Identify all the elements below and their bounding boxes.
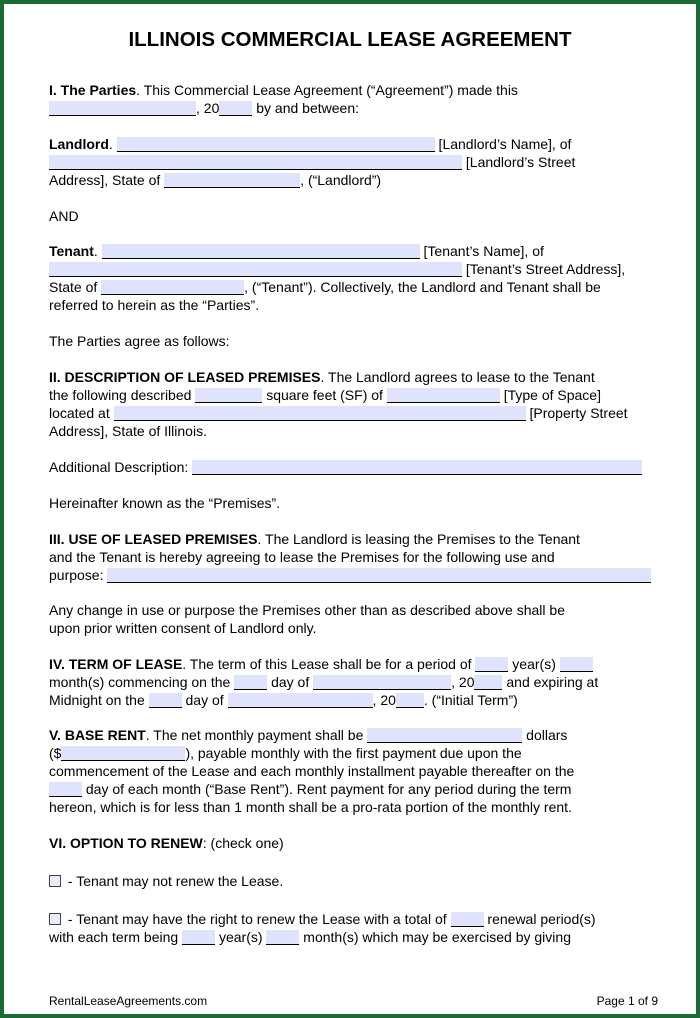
tenant-name-field[interactable]: [102, 244, 420, 259]
rent-due-day-field[interactable]: [49, 782, 82, 797]
space-type-field[interactable]: [387, 388, 500, 403]
footer-page-number: Page 1 of 9: [596, 994, 658, 1008]
agreement-day-field[interactable]: [49, 101, 196, 116]
renewal-periods-field[interactable]: [451, 912, 484, 927]
start-day-field[interactable]: [234, 675, 267, 690]
parties-heading: I. The Parties: [49, 82, 137, 98]
use-change-line-2: upon prior written consent of Landlord only.: [49, 620, 317, 636]
end-day-field[interactable]: [149, 693, 182, 708]
landlord-line-1: Landlord. [Landlord’s Name], of: [49, 136, 572, 152]
and-text: AND: [49, 208, 79, 224]
rent-line-2: ($ ), payable monthly with the first payment due upon the: [49, 745, 522, 761]
renew-line-1: VI. OPTION TO RENEW: (check one): [49, 835, 284, 851]
renew-option-yes-line-2: with each term being year(s) month(s) which may be exercised by giving: [49, 929, 571, 945]
landlord-line-2: [Landlord’s Street: [49, 154, 575, 171]
landlord-line-3: Address], State of , (“Landlord”): [49, 172, 382, 188]
renew-option-yes: - Tenant may have the right to renew the Lease with a total of renewal period(s): [49, 911, 596, 928]
referred-text: referred to herein as the “Parties”.: [49, 297, 260, 313]
premises-heading: II. DESCRIPTION OF LEASED PREMISES: [49, 369, 321, 385]
start-month-field[interactable]: [313, 675, 451, 690]
parties-line-2: , 20 by and between:: [49, 100, 359, 117]
tenant-street-field[interactable]: [49, 262, 462, 277]
landlord-name-field[interactable]: [117, 137, 435, 152]
premises-line-3: located at [Property Street: [49, 405, 628, 421]
term-line-2: month(s) commencing on the day of , 20 and expiring at: [49, 674, 599, 690]
parties-line-1: I. The Parties. This Commercial Lease Agreement (“Agreement”) made this: [49, 82, 518, 98]
footer-site: RentalLeaseAgreements.com: [49, 994, 208, 1008]
use-heading: III. USE OF LEASED PREMISES: [49, 531, 258, 547]
renew-heading: VI. OPTION TO RENEW: [49, 835, 203, 851]
rent-words-field[interactable]: [367, 728, 522, 743]
rent-line-4: day of each month (“Base Rent”). Rent payment for any period during the term: [49, 781, 571, 798]
end-month-field[interactable]: [228, 693, 373, 708]
term-line-3: Midnight on the day of , 20 . (“Initial Term”): [49, 692, 518, 708]
document-title: ILLINOIS COMMERCIAL LEASE AGREEMENT: [128, 28, 572, 51]
use-change-line-1: Any change in use or purpose the Premises other than as described above shall be: [49, 602, 565, 618]
term-months-field[interactable]: [560, 657, 593, 672]
additional-description-field[interactable]: [192, 460, 642, 475]
start-year-field[interactable]: [474, 675, 502, 690]
landlord-label: Landlord: [49, 136, 109, 152]
premises-line-1: II. DESCRIPTION OF LEASED PREMISES. The Landlord agrees to lease to the Tenant: [49, 369, 595, 385]
landlord-street-field[interactable]: [49, 155, 462, 170]
rent-line-5: hereon, which is for less than 1 month shall be a pro-rata portion of the monthly rent.: [49, 799, 572, 815]
tenant-state-field[interactable]: [101, 280, 244, 295]
premises-line-4: Address], State of Illinois.: [49, 423, 207, 439]
rent-line-1: V. BASE RENT. The net monthly payment shall be dollars: [49, 727, 568, 743]
agree-text: The Parties agree as follows:: [49, 333, 230, 349]
no-renew-checkbox[interactable]: [49, 875, 61, 887]
renewal-months-field[interactable]: [266, 930, 299, 945]
term-line-1: IV. TERM OF LEASE. The term of this Lease shall be for a period of year(s): [49, 656, 593, 673]
renew-checkbox[interactable]: [49, 913, 61, 925]
term-heading: IV. TERM OF LEASE: [49, 656, 183, 672]
rent-amount-field[interactable]: [61, 746, 185, 761]
premises-known-text: Hereinafter known as the “Premises”.: [49, 495, 281, 511]
additional-line: Additional Description:: [49, 459, 642, 476]
renewal-years-field[interactable]: [182, 930, 215, 945]
tenant-line-1: Tenant. [Tenant’s Name], of: [49, 243, 544, 259]
tenant-line-3: State of , (“Tenant”). Collectively, the Landlord and Tenant shall be: [49, 279, 601, 295]
term-years-field[interactable]: [475, 657, 508, 672]
square-feet-field[interactable]: [195, 388, 262, 403]
use-line-1: III. USE OF LEASED PREMISES. The Landlord is leasing the Premises to the Tenant: [49, 531, 580, 547]
property-street-field[interactable]: [114, 406, 526, 421]
tenant-label: Tenant: [49, 243, 94, 259]
renew-option-no: - Tenant may not renew the Lease.: [49, 873, 283, 890]
premises-line-2: the following described square feet (SF) of [Type of Space]: [49, 387, 601, 403]
rent-line-3: commencement of the Lease and each monthly installment payable thereafter on the: [49, 763, 575, 779]
end-year-field[interactable]: [396, 693, 424, 708]
tenant-line-2: [Tenant’s Street Address],: [49, 261, 625, 278]
agreement-year-field[interactable]: [219, 101, 252, 116]
rent-heading: V. BASE RENT: [49, 727, 146, 743]
landlord-state-field[interactable]: [164, 173, 300, 188]
document-page: [4, 4, 696, 1014]
use-line-3: purpose:: [49, 567, 651, 584]
use-purpose-field[interactable]: [107, 568, 651, 583]
use-line-2: and the Tenant is hereby agreeing to lease the Premises for the following use and: [49, 549, 555, 565]
